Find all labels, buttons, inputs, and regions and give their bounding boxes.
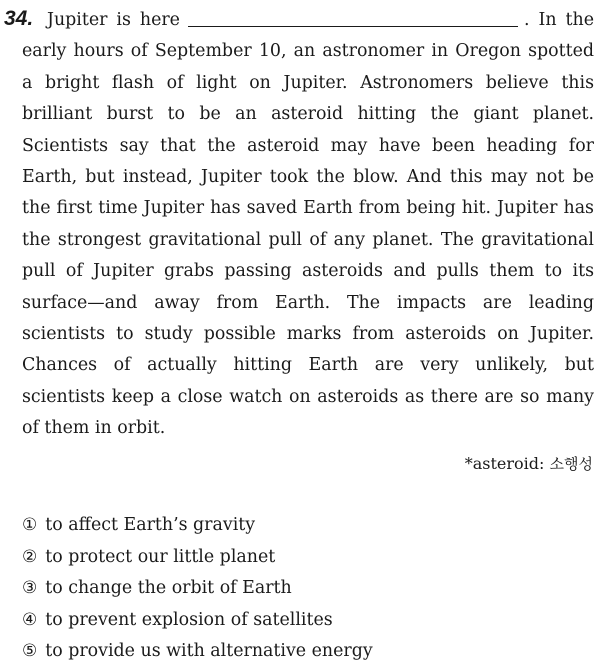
option-number: ⑤ (22, 641, 38, 662)
answer-option-2[interactable] (22, 542, 373, 574)
option-text: to prevent explosion of satellites (45, 609, 333, 630)
passage-lead: Jupiter is here (47, 10, 180, 30)
footnote (465, 450, 593, 478)
option-text: to protect our little planet (45, 546, 276, 567)
answer-options (22, 510, 373, 668)
option-number: ④ (22, 609, 38, 630)
option-text: to provide us with alternative energy (45, 641, 373, 662)
option-number: ② (22, 546, 38, 567)
option-number: ① (22, 515, 38, 535)
answer-option-5[interactable] (22, 636, 373, 668)
footnote-gloss: 소행성 (549, 455, 593, 473)
option-number: ③ (22, 578, 38, 599)
question-number: 34. (4, 7, 34, 30)
answer-blank (188, 7, 518, 27)
answer-option-3[interactable] (22, 573, 373, 605)
passage-body: . In the early hours of September 10, an astronomer in Oregon spotted a bright flash of light on Jupiter. Astronomers believe this brilliant burst to be an asteroid hitting the giant planet. Scientists say that the asteroid may have been heading for Earth, but instead, Jupiter took the blow. And this may not be the first time Jupiter has saved Earth from being hit. Jupiter has the strongest gravitational pull of any planet. The gravitational pull of Jupiter grabs passing asteroids and pulls them to its surface—and away from Earth. The impacts are leading scientists to study possible marks from asteroids on Jupiter. Chances of actually hitting Earth are very unlikely, but scientists keep a close watch on asteroids as there are so many of them in orbit. (22, 10, 594, 439)
footnote-term: *asteroid: (464, 454, 545, 473)
option-text: to change the orbit of Earth (45, 578, 292, 599)
answer-option-4[interactable] (22, 605, 373, 637)
option-text: to affect Earth’s gravity (45, 515, 256, 535)
passage (22, 5, 594, 445)
answer-option-1[interactable] (22, 510, 373, 542)
